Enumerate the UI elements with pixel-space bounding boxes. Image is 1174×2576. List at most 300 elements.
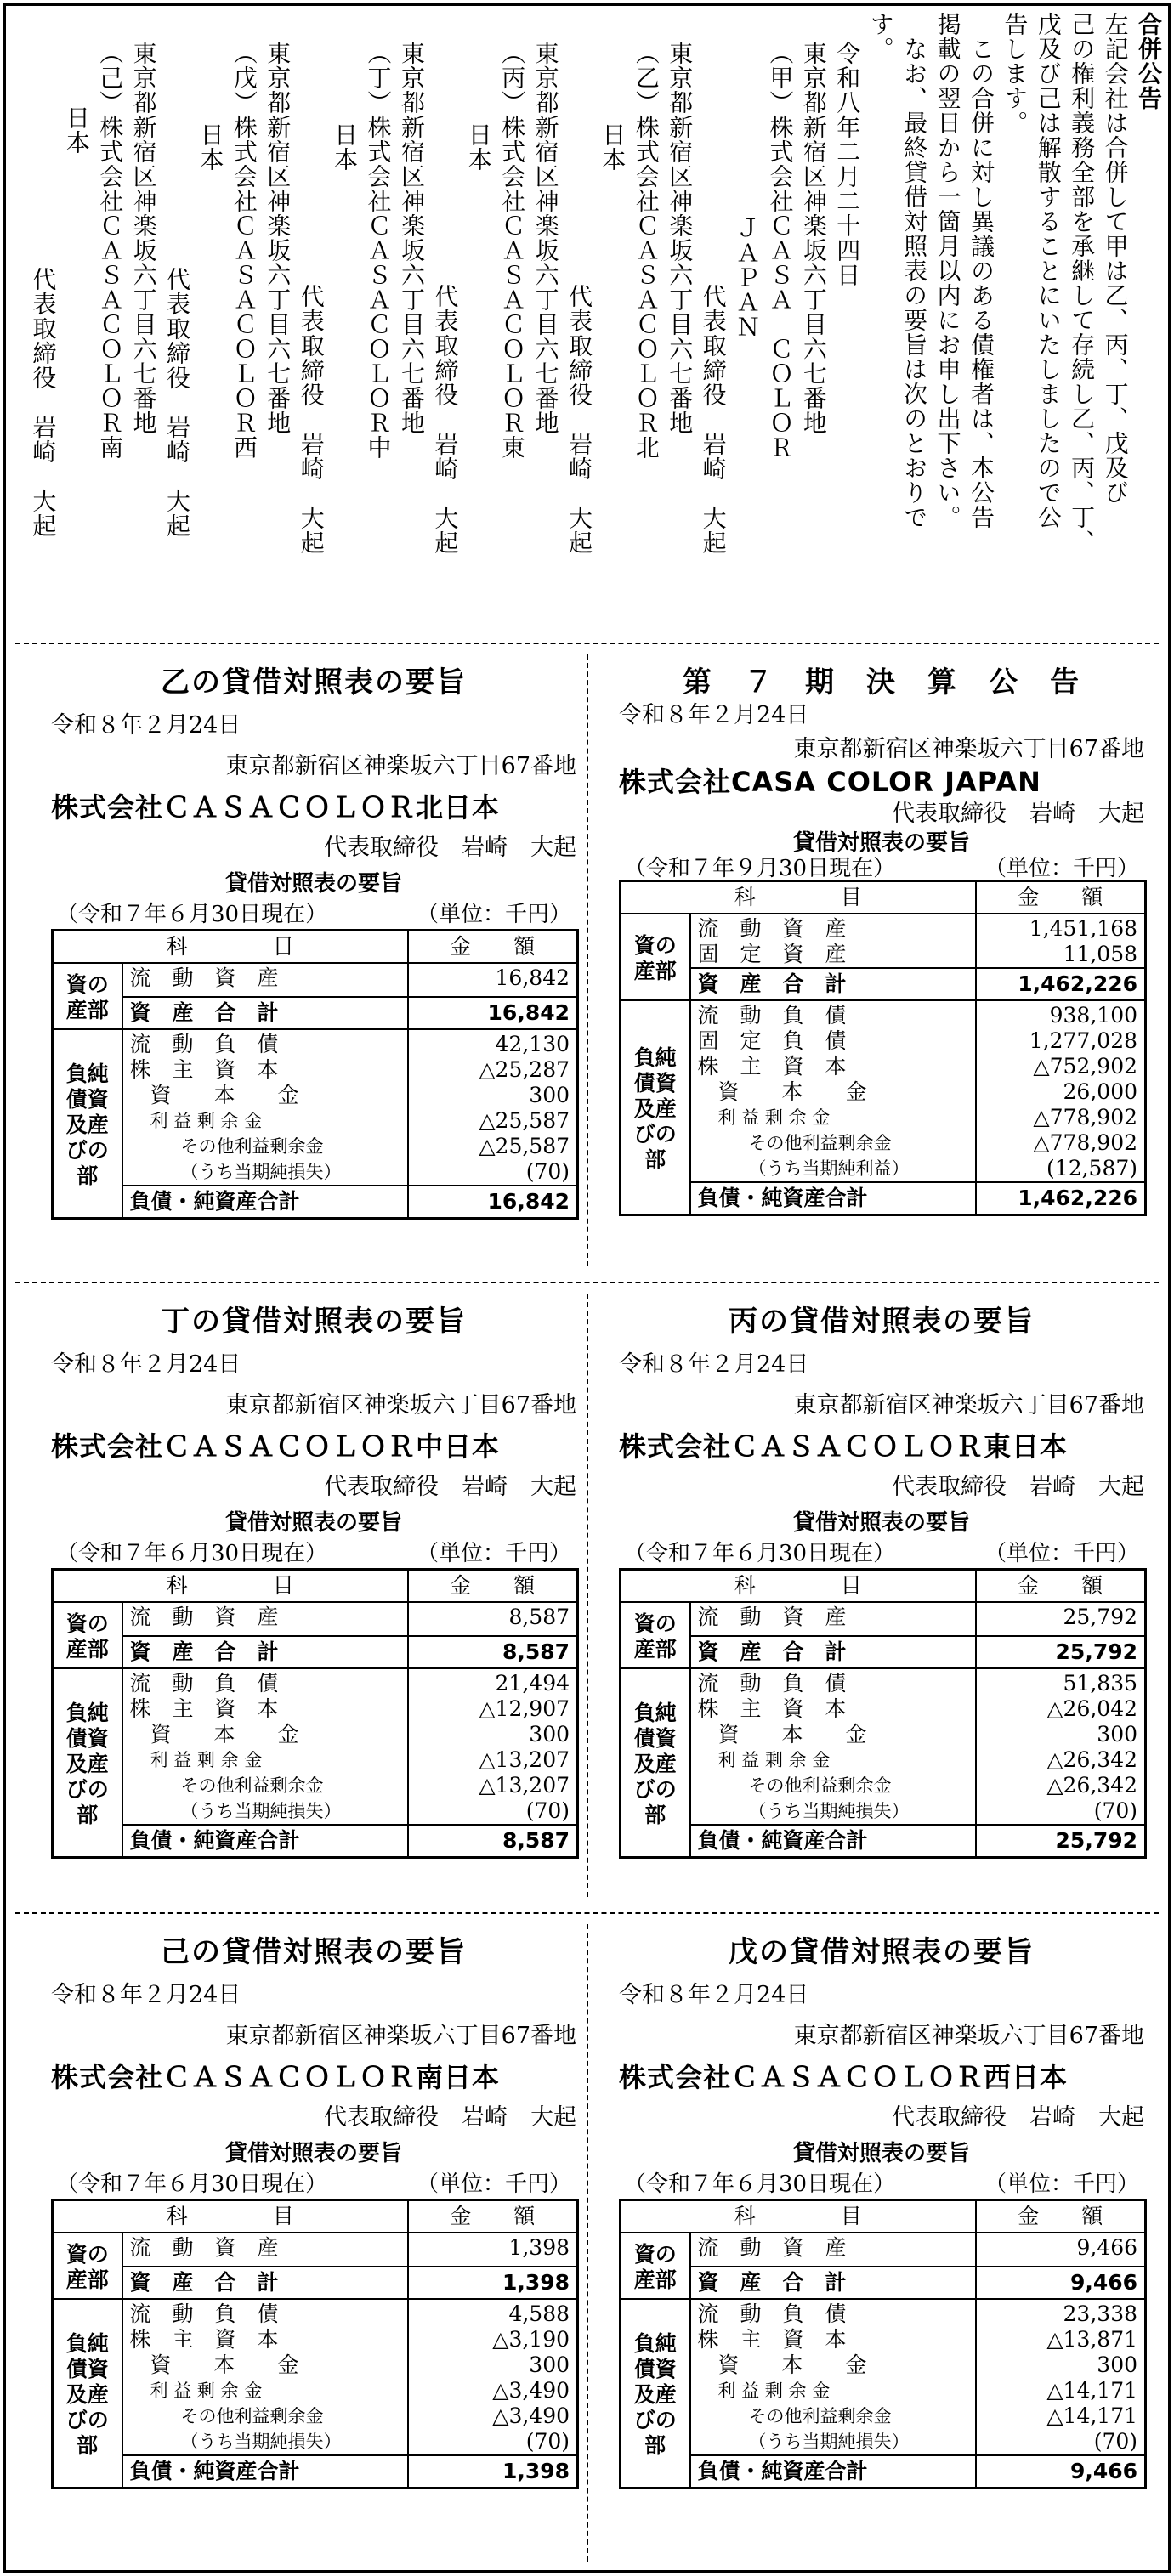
balance-sheet-table — [619, 2199, 1147, 2489]
liability-equity-value: 300 — [1097, 1722, 1138, 1747]
table-row — [53, 2299, 578, 2455]
grand-total-label: 負債・純資産合計 — [122, 1825, 408, 1858]
table-row — [621, 968, 1146, 1000]
balance-sheet-panel-hei — [619, 1298, 1144, 1910]
asset-value: 16,842 — [495, 965, 570, 990]
company-rep: 代表取締役 岩崎 大起 — [297, 284, 326, 555]
assets-section — [53, 2233, 122, 2299]
asset-value: 9,466 — [1076, 2235, 1138, 2260]
liability-equity-item: 利 益 剰 余 金 — [717, 1107, 831, 1128]
section-label: 及産 — [633, 2382, 677, 2407]
liability-equity-item: 流 動 負 債 — [697, 1671, 847, 1696]
liability-equity-value: 300 — [529, 1083, 570, 1107]
header-kingaku: 金 額 — [976, 2200, 1146, 2233]
company-name: （己）株式会社ＣＡＳＡＣＯＬＯＲ南 — [96, 41, 125, 460]
section-label: びの — [65, 1777, 109, 1802]
notice-body-line: 己の権利義務全部を承継して存続し乙、丙、丁、 — [1068, 12, 1097, 554]
section-label: 負純 — [633, 2331, 677, 2356]
table-row — [53, 963, 578, 997]
section-label: 負純 — [633, 1701, 677, 1725]
liability-values-cell — [976, 1000, 1146, 1182]
merger-notice — [12, 12, 1164, 632]
table-row — [53, 997, 578, 1029]
company-rep: 代表取締役 岩崎 大起 — [431, 284, 460, 555]
liability-equity-value: △26,042 — [1046, 1696, 1138, 1721]
liability-equity-item: 株 主 資 本 — [697, 1054, 847, 1079]
company-address: 東京都新宿区神楽坂六丁目六七番地 — [264, 41, 292, 435]
company-name-cont: 日本 — [331, 122, 360, 172]
company-rep: 代表取締役 岩崎 大起 — [892, 801, 1144, 827]
company-address: 東京都新宿区神楽坂六丁目六七番地 — [799, 41, 828, 435]
header-kamoku: 科 目 — [53, 1570, 408, 1603]
company-address: 東京都新宿区神楽坂六丁目六七番地 — [397, 41, 426, 435]
assets-total-label: 資 産 合 計 — [690, 2267, 976, 2299]
company-name: 株式会社ＣＡＳＡＣＯＬＯＲ南日本 — [51, 2061, 501, 2093]
grand-total: 16,842 — [408, 1186, 578, 1219]
liability-equity-value: △3,490 — [492, 2378, 570, 2403]
grand-total-label: 負債・純資産合計 — [690, 1182, 976, 1215]
assets-section — [53, 1602, 122, 1668]
liability-equity-item: （うち当期純利益） — [748, 1158, 910, 1179]
asset-values-cell — [408, 963, 578, 997]
liability-items-cell — [122, 2299, 408, 2455]
assets-section — [621, 914, 690, 1000]
grand-total: 25,792 — [976, 1825, 1146, 1858]
liability-equity-item: 流 動 負 債 — [129, 1032, 279, 1056]
assets-total: 25,792 — [976, 1636, 1146, 1668]
company-rep: 代表取締役 岩崎 大起 — [892, 1474, 1144, 1500]
asset-item: 流 動 資 産 — [697, 1605, 847, 1629]
asset-values-cell — [976, 1602, 1146, 1636]
panel-date: 令和８年２月24日 — [619, 1351, 809, 1378]
section-label: 及産 — [633, 1752, 677, 1776]
panel-title: 乙の貸借対照表の要旨 — [161, 665, 467, 699]
asset-value: 1,398 — [508, 2235, 570, 2260]
liability-equity-value: (12,587) — [1046, 1156, 1138, 1180]
divider — [15, 1282, 1159, 1283]
table-header-row — [53, 2200, 578, 2233]
liability-equity-value: △14,171 — [1046, 2403, 1138, 2428]
liability-equity-value: △3,490 — [492, 2403, 570, 2428]
assets-section — [621, 2233, 690, 2299]
liability-equity-item: 株 主 資 本 — [129, 2327, 279, 2352]
section-label: 部 — [77, 1163, 99, 1188]
table-asof-line — [51, 2166, 576, 2198]
section-label: 債資 — [633, 2357, 677, 2381]
asset-item: 流 動 資 産 — [129, 965, 279, 990]
liability-equity-value: △752,902 — [1033, 1054, 1138, 1079]
company-rep: 代表取締役 岩崎 大起 — [324, 835, 576, 861]
section-label: 資の — [633, 1611, 677, 1636]
header-kamoku: 科 目 — [621, 1570, 976, 1603]
assets-total-label: 資 産 合 計 — [690, 1636, 976, 1668]
company-name: （戊）株式会社ＣＡＳＡＣＯＬＯＲ西 — [230, 41, 258, 460]
balance-sheet-table — [51, 1568, 579, 1859]
section-label: びの — [633, 1777, 677, 1802]
section-label: 債資 — [633, 1071, 677, 1096]
company-name: （甲）株式会社ＣＡＳＡ ＣＯＬＯＲ — [766, 41, 795, 460]
header-kingaku: 金 額 — [976, 1570, 1146, 1603]
table-row — [621, 914, 1146, 968]
table-row — [53, 1186, 578, 1219]
table-row — [53, 2455, 578, 2488]
assets-section — [621, 1602, 690, 1668]
notice-date: 令和八年二月二十四日 — [833, 41, 862, 287]
table-asof-line — [51, 897, 576, 928]
liability-equity-value: (70) — [525, 1159, 570, 1184]
balance-sheet-panel-ki — [51, 1928, 576, 2540]
table-row — [621, 1000, 1146, 1182]
liability-equity-item: 固 定 負 債 — [697, 1028, 847, 1053]
liability-values-cell — [408, 1668, 578, 1825]
unit-label: （単位：千円） — [984, 856, 1139, 881]
liabilities-equity-section — [621, 2299, 690, 2488]
liability-equity-value: (70) — [525, 1798, 570, 1823]
liability-equity-value: △25,587 — [479, 1134, 570, 1158]
liability-equity-value: 300 — [529, 2352, 570, 2377]
panel-date: 令和８年２月24日 — [619, 702, 809, 728]
section-label: 産部 — [65, 1637, 109, 1662]
asset-value: 1,451,168 — [1029, 916, 1138, 941]
liability-equity-value: △13,207 — [479, 1747, 570, 1772]
company-address: 東京都新宿区神楽坂六丁目67番地 — [225, 753, 576, 779]
section-label: 及産 — [65, 1112, 109, 1137]
liability-equity-value: 4,588 — [508, 2301, 570, 2326]
grand-total-label: 負債・純資産合計 — [690, 1825, 976, 1858]
liability-equity-value: 938,100 — [1049, 1003, 1138, 1028]
liability-equity-value: △14,171 — [1046, 2378, 1138, 2403]
unit-label: （単位：千円） — [984, 2171, 1139, 2197]
asset-item: 流 動 資 産 — [129, 2235, 279, 2260]
table-row — [621, 2455, 1146, 2488]
section-label: 負純 — [65, 1701, 109, 1725]
liability-equity-item: 株 主 資 本 — [697, 2327, 847, 2352]
liability-equity-value: 21,494 — [495, 1671, 570, 1696]
table-row — [53, 1636, 578, 1668]
section-label: 及産 — [65, 2382, 109, 2407]
liabilities-equity-section — [53, 1668, 122, 1858]
liability-equity-value: 26,000 — [1063, 1079, 1138, 1104]
table-row — [53, 1668, 578, 1825]
notice-body-line: なお、最終貸借対照表の要旨は次のとおりで — [900, 12, 929, 529]
liability-equity-value: △13,207 — [479, 1773, 570, 1798]
liability-equity-item: 利 益 剰 余 金 — [717, 2381, 831, 2401]
liability-equity-item: その他利益剰余金 — [180, 1775, 324, 1796]
liability-equity-value: △25,587 — [479, 1108, 570, 1133]
grand-total: 1,398 — [408, 2455, 578, 2488]
company-name: 株式会社CASA COLOR JAPAN — [619, 766, 1041, 798]
liability-equity-value: △13,871 — [1046, 2327, 1138, 2352]
liabilities-equity-section — [621, 1668, 690, 1858]
liability-equity-value: 300 — [1097, 2352, 1138, 2377]
as-of-date: （令和７年６月30日現在） — [624, 2171, 896, 2197]
table-row — [621, 1636, 1146, 1668]
asset-values-cell — [408, 2233, 578, 2267]
balance-sheet-panel-kessan — [619, 659, 1144, 1271]
panel-title: 丁の貸借対照表の要旨 — [161, 1305, 467, 1339]
liability-equity-item: 資 本 金 — [150, 1722, 299, 1747]
header-kingaku: 金 額 — [408, 931, 578, 964]
liability-items-cell — [122, 1668, 408, 1825]
table-row — [621, 2233, 1146, 2267]
assets-total-label: 資 産 合 計 — [122, 2267, 408, 2299]
assets-total-label: 資 産 合 計 — [690, 968, 976, 1000]
panel-title: 第 ７ 期 決 算 公 告 — [683, 665, 1080, 699]
company-name-cont: ＪＡＰＡＮ — [733, 216, 762, 339]
section-label: 産部 — [65, 998, 109, 1022]
asset-value: 11,058 — [1063, 942, 1138, 966]
grand-total-label: 負債・純資産合計 — [690, 2455, 976, 2488]
as-of-date: （令和７年６月30日現在） — [56, 902, 328, 927]
section-label: 負純 — [65, 1062, 109, 1086]
company-name: 株式会社ＣＡＳＡＣＯＬＯＲ東日本 — [619, 1430, 1069, 1463]
panel-date: 令和８年２月24日 — [51, 1982, 241, 2008]
company-address: 東京都新宿区神楽坂六丁目六七番地 — [129, 41, 158, 435]
unit-label: （単位：千円） — [984, 1541, 1139, 1566]
company-rep: 代表取締役 岩崎 大起 — [699, 284, 728, 555]
section-label: 産部 — [633, 2267, 677, 2292]
notice-body-line: す。 — [866, 12, 895, 61]
liability-items-cell — [690, 1668, 976, 1825]
table-row — [53, 1029, 578, 1186]
table-asof-line — [51, 1536, 576, 1567]
section-label: 部 — [77, 1803, 99, 1827]
liability-equity-item: 株 主 資 本 — [129, 1696, 279, 1721]
company-name-cont: 日本 — [464, 122, 493, 172]
company-rep: 代表取締役 岩崎 大起 — [29, 267, 58, 538]
liability-equity-value: (70) — [1093, 1798, 1138, 1823]
asset-value: 8,587 — [508, 1605, 570, 1629]
company-address: 東京都新宿区神楽坂六丁目六七番地 — [531, 41, 560, 435]
liabilities-equity-section — [621, 1000, 690, 1215]
assets-total: 1,462,226 — [976, 968, 1146, 1000]
liability-equity-item: 資 本 金 — [717, 2352, 867, 2377]
company-name-cont: 日本 — [62, 105, 91, 155]
assets-total: 9,466 — [976, 2267, 1146, 2299]
liability-equity-value: 23,338 — [1063, 2301, 1138, 2326]
section-label: 部 — [644, 1803, 666, 1827]
liability-items-cell — [690, 2299, 976, 2455]
liability-equity-value: △25,287 — [479, 1057, 570, 1082]
liability-equity-item: （うち当期純損失） — [180, 1162, 342, 1182]
liability-equity-item: 株 主 資 本 — [129, 1057, 279, 1082]
table-row — [621, 2299, 1146, 2455]
unit-label: （単位：千円） — [416, 2171, 571, 2197]
assets-total: 8,587 — [408, 1636, 578, 1668]
section-label: 部 — [644, 1147, 666, 1172]
divider — [587, 1294, 588, 1897]
liability-equity-item: 利 益 剰 余 金 — [717, 1750, 831, 1770]
section-label: 部 — [644, 2433, 666, 2458]
grand-total-label: 負債・純資産合計 — [122, 1186, 408, 1219]
liability-values-cell — [408, 1029, 578, 1186]
liability-equity-item: 流 動 負 債 — [129, 2301, 279, 2326]
unit-label: （単位：千円） — [416, 1541, 571, 1566]
liability-values-cell — [976, 1668, 1146, 1825]
table-header-row — [53, 1570, 578, 1603]
notice-title: 合併公告 — [1135, 12, 1163, 110]
liabilities-equity-section — [53, 2299, 122, 2488]
asset-item: 固 定 資 産 — [697, 942, 847, 966]
liabilities-equity-section — [53, 1029, 122, 1219]
notice-body-line: 左記会社は合併して甲は乙、丙、丁、戊及び — [1101, 12, 1130, 505]
grand-total-label: 負債・純資産合計 — [122, 2455, 408, 2488]
section-label: 資の — [65, 1611, 109, 1636]
asset-items-cell — [690, 1602, 976, 1636]
liability-equity-value: △778,902 — [1033, 1130, 1138, 1155]
liability-equity-value: 42,130 — [495, 1032, 570, 1056]
liability-equity-item: （うち当期純損失） — [748, 1801, 910, 1821]
liability-items-cell — [122, 1029, 408, 1186]
header-kingaku: 金 額 — [976, 881, 1146, 914]
table-row — [621, 2267, 1146, 2299]
as-of-date: （令和７年６月30日現在） — [624, 1541, 896, 1566]
liability-equity-item: その他利益剰余金 — [180, 2406, 324, 2426]
company-rep: 代表取締役 岩崎 大起 — [163, 267, 192, 538]
liability-equity-value: 1,277,028 — [1029, 1028, 1138, 1053]
liability-equity-item: （うち当期純損失） — [180, 1801, 342, 1821]
table-row — [621, 1602, 1146, 1636]
company-rep: 代表取締役 岩崎 大起 — [324, 2104, 576, 2131]
section-label: 資の — [65, 2242, 109, 2267]
header-kamoku: 科 目 — [53, 931, 408, 964]
company-address: 東京都新宿区神楽坂六丁目六七番地 — [666, 41, 695, 435]
asset-item: 流 動 資 産 — [129, 1605, 279, 1629]
liability-equity-item: 資 本 金 — [717, 1722, 867, 1747]
table-asof-line — [619, 2166, 1144, 2198]
section-label: 債資 — [65, 2357, 109, 2381]
asset-item: 流 動 資 産 — [697, 2235, 847, 2260]
table-header-row — [621, 1570, 1146, 1603]
liability-equity-item: 資 本 金 — [150, 2352, 299, 2377]
section-label: 資の — [633, 2242, 677, 2267]
panel-date: 令和８年２月24日 — [51, 712, 241, 739]
company-address: 東京都新宿区神楽坂六丁目67番地 — [793, 2023, 1144, 2049]
asset-items-cell — [690, 2233, 976, 2267]
liability-equity-item: 株 主 資 本 — [697, 1696, 847, 1721]
as-of-date: （令和７年６月30日現在） — [56, 2171, 328, 2197]
table-subtitle: 貸借対照表の要旨 — [224, 1510, 402, 1536]
liability-equity-item: 利 益 剰 余 金 — [150, 2381, 263, 2401]
table-asof-line — [619, 1536, 1144, 1567]
asset-items-cell — [690, 914, 976, 968]
table-subtitle: 貸借対照表の要旨 — [792, 830, 970, 856]
asset-items-cell — [122, 1602, 408, 1636]
asset-items-cell — [122, 963, 408, 997]
liability-equity-item: 資 本 金 — [717, 1079, 867, 1104]
divider — [587, 1924, 588, 2562]
divider — [587, 654, 588, 1266]
section-label: 及産 — [65, 1752, 109, 1776]
company-address: 東京都新宿区神楽坂六丁目67番地 — [225, 1392, 576, 1418]
as-of-date: （令和７年９月30日現在） — [624, 856, 896, 881]
notice-body-line: この合併に対し異議のある債権者は、本公告 — [967, 12, 995, 529]
company-rep: 代表取締役 岩崎 大起 — [565, 284, 593, 555]
asset-value: 25,792 — [1063, 1605, 1138, 1629]
company-rep: 代表取締役 岩崎 大起 — [324, 1474, 576, 1500]
table-asof-line — [619, 851, 1144, 882]
table-header-row — [621, 2200, 1146, 2233]
liability-equity-value: △3,190 — [492, 2327, 570, 2352]
section-label: 資の — [65, 972, 109, 997]
liability-equity-value: △26,342 — [1046, 1747, 1138, 1772]
table-subtitle: 貸借対照表の要旨 — [224, 871, 402, 897]
section-label: びの — [65, 1138, 109, 1163]
header-kamoku: 科 目 — [53, 2200, 408, 2233]
section-label: 債資 — [633, 1726, 677, 1751]
liability-equity-value: 51,835 — [1063, 1671, 1138, 1696]
table-subtitle: 貸借対照表の要旨 — [792, 2141, 970, 2166]
assets-section — [53, 963, 122, 1029]
liability-equity-value: (70) — [525, 2429, 570, 2454]
grand-total: 9,466 — [976, 2455, 1146, 2488]
company-name: 株式会社ＣＡＳＡＣＯＬＯＲ西日本 — [619, 2061, 1069, 2093]
balance-sheet-table — [619, 1568, 1147, 1859]
balance-sheet-table — [51, 929, 579, 1220]
company-name-cont: 日本 — [196, 122, 225, 172]
liability-values-cell — [408, 2299, 578, 2455]
unit-label: （単位：千円） — [416, 902, 571, 927]
section-label: 及産 — [633, 1096, 677, 1121]
company-name: （丙）株式会社ＣＡＳＡＣＯＬＯＲ東 — [498, 41, 527, 460]
liability-items-cell — [690, 1000, 976, 1182]
liability-equity-value: △12,907 — [479, 1696, 570, 1721]
table-row — [53, 2233, 578, 2267]
liability-equity-item: その他利益剰余金 — [180, 1136, 324, 1157]
notice-body-line: 戊及び己は解散することにいたしましたので公 — [1034, 12, 1063, 529]
panel-title: 丙の貸借対照表の要旨 — [729, 1305, 1035, 1339]
asset-values-cell — [408, 1602, 578, 1636]
company-address: 東京都新宿区神楽坂六丁目67番地 — [793, 1392, 1144, 1418]
company-name: （乙）株式会社ＣＡＳＡＣＯＬＯＲ北 — [632, 41, 661, 460]
header-kamoku: 科 目 — [621, 2200, 976, 2233]
assets-total-label: 資 産 合 計 — [122, 1636, 408, 1668]
liability-equity-item: 流 動 負 債 — [129, 1671, 279, 1696]
table-row — [53, 2267, 578, 2299]
liability-equity-value: 300 — [529, 1722, 570, 1747]
liability-values-cell — [976, 2299, 1146, 2455]
liability-equity-item: （うち当期純損失） — [180, 2432, 342, 2452]
header-kingaku: 金 額 — [408, 1570, 578, 1603]
divider — [15, 1912, 1159, 1914]
as-of-date: （令和７年６月30日現在） — [56, 1541, 328, 1566]
table-subtitle: 貸借対照表の要旨 — [224, 2141, 402, 2166]
asset-items-cell — [122, 2233, 408, 2267]
company-name: （丁）株式会社ＣＡＳＡＣＯＬＯＲ中 — [364, 41, 393, 460]
balance-sheet-panel-otsu — [51, 659, 576, 1271]
section-label: 産部 — [65, 2267, 109, 2292]
table-header-row — [621, 881, 1146, 914]
assets-total: 1,398 — [408, 2267, 578, 2299]
asset-values-cell — [976, 914, 1146, 968]
balance-sheet-panel-tei — [51, 1298, 576, 1910]
header-kamoku: 科 目 — [621, 881, 976, 914]
company-address: 東京都新宿区神楽坂六丁目67番地 — [225, 2023, 576, 2049]
table-row — [621, 1668, 1146, 1825]
panel-date: 令和８年２月24日 — [619, 1982, 809, 2008]
table-header-row — [53, 931, 578, 964]
company-name-cont: 日本 — [598, 122, 627, 172]
asset-item: 流 動 資 産 — [697, 916, 847, 941]
section-label: 負純 — [633, 1045, 677, 1070]
liability-equity-item: 利 益 剰 余 金 — [150, 1111, 263, 1131]
assets-total: 16,842 — [408, 997, 578, 1029]
section-label: びの — [633, 1122, 677, 1146]
liability-equity-item: 流 動 負 債 — [697, 1003, 847, 1028]
liability-equity-item: 利 益 剰 余 金 — [150, 1750, 263, 1770]
liability-equity-item: （うち当期純損失） — [748, 2432, 910, 2452]
notice-body-line: 告します。 — [1001, 12, 1029, 135]
